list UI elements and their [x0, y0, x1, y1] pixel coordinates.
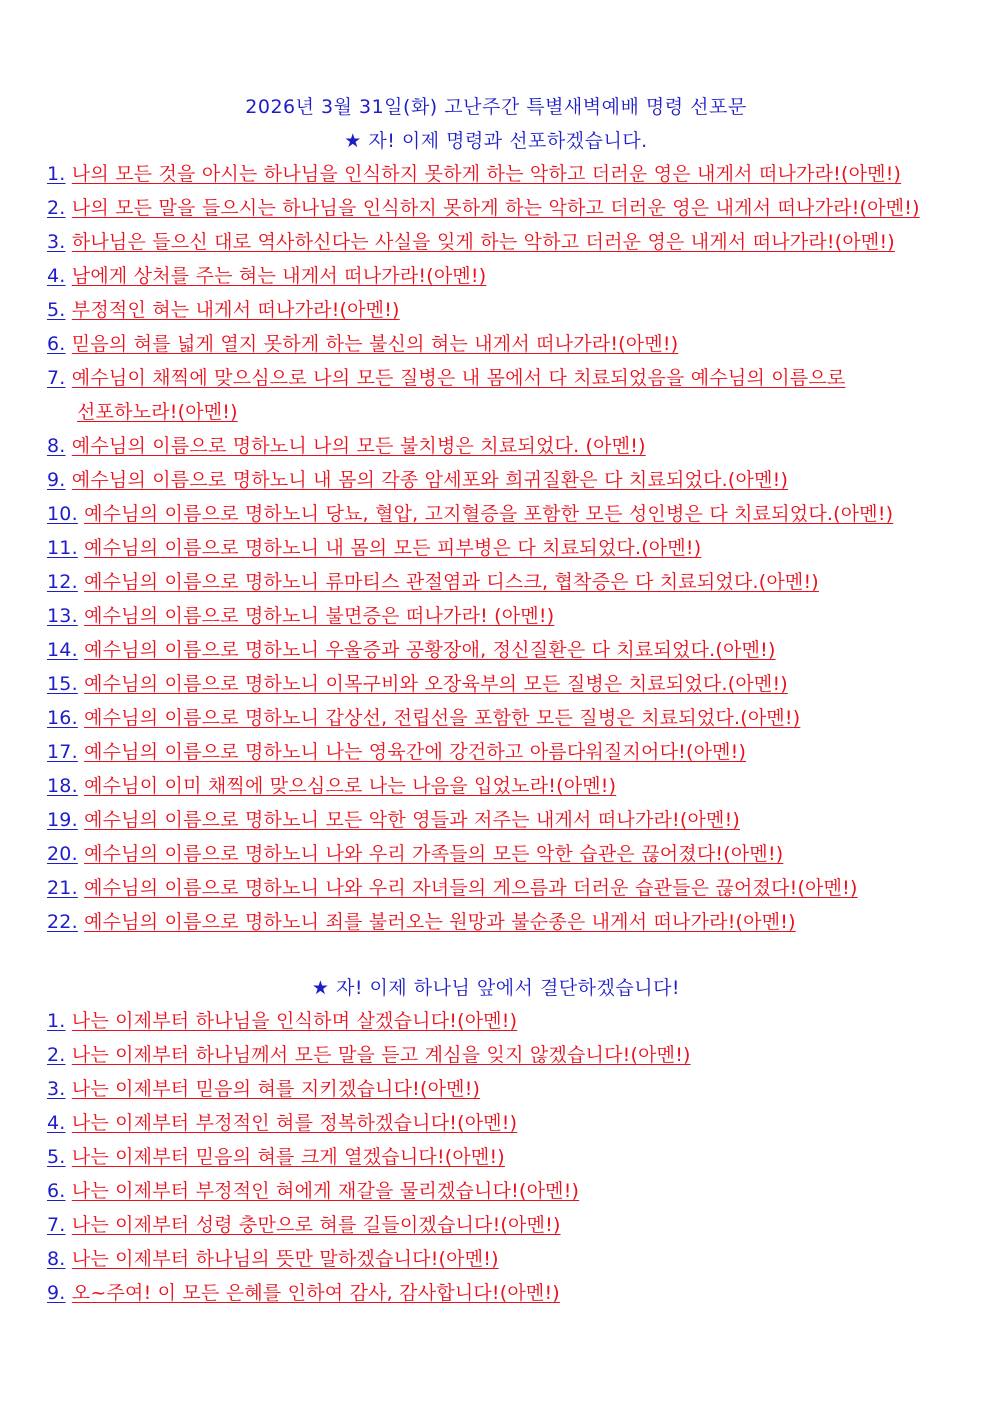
item-text: 예수님의 이름으로 명하노니 나는 영육간에 강건하고 아름다워질지어다!(아멘!) [84, 741, 747, 763]
list-item [47, 837, 952, 871]
item-text: 예수님의 이름으로 명하노니 나의 모든 불치병은 치료되었다. (아멘!) [71, 435, 646, 457]
item-number: 1. [47, 163, 66, 185]
list-item [47, 1004, 952, 1038]
item-number: 16. [47, 707, 78, 729]
item-number: 5. [47, 1146, 66, 1168]
item-number: 5. [47, 299, 66, 321]
item-text: 예수님의 이름으로 명하노니 죄를 불러오는 원망과 불순종은 내게서 떠나가라!(아멘!) [84, 911, 796, 933]
list-item [47, 871, 952, 905]
item-text: 오~주여! 이 모든 은혜를 인하여 감사, 감사합니다!(아멘!) [71, 1282, 560, 1304]
list-item [47, 293, 952, 327]
item-text: 나는 이제부터 부정적인 혀를 정복하겠습니다!(아멘!) [71, 1112, 518, 1134]
list-item [47, 1072, 952, 1106]
item-text: 나는 이제부터 하나님께서 모든 말을 듣고 계심을 잊지 않겠습니다!(아멘!) [71, 1044, 691, 1066]
item-number: 2. [47, 197, 66, 219]
item-text: 예수님의 이름으로 명하노니 류마티스 관절염과 디스크, 협착증은 다 치료되었다.(아멘!) [84, 571, 819, 593]
item-text: 예수님의 이름으로 명하노니 당뇨, 혈압, 고지혈증을 포함한 모든 성인병은 다 치료되었다.(아멘!) [84, 503, 894, 525]
item-number: 12. [47, 571, 78, 593]
item-number: 21. [47, 877, 78, 899]
list-item [47, 531, 952, 565]
page-title: 2026년 3월 31일(화) 고난주간 특별새벽예배 명령 선포문 [245, 96, 747, 118]
list-item [47, 225, 952, 259]
item-number: 1. [47, 1010, 66, 1032]
list-item [47, 1276, 952, 1310]
item-number: 3. [47, 231, 66, 253]
list-item [47, 463, 952, 497]
item-number: 4. [47, 265, 66, 287]
list-item [47, 1140, 952, 1174]
item-text: 예수님이 채찍에 맞으심으로 나의 모든 질병은 내 몸에서 다 치료되었음을 예수님의 이름으로 [71, 367, 846, 389]
item-text: 나는 이제부터 믿음의 혀를 크게 열겠습니다!(아멘!) [71, 1146, 505, 1168]
item-number: 6. [47, 333, 66, 355]
list-item [47, 1106, 952, 1140]
item-number: 15. [47, 673, 78, 695]
list-item [47, 191, 952, 225]
list-item-line [47, 395, 952, 429]
item-text: 나는 이제부터 믿음의 혀를 지키겠습니다!(아멘!) [71, 1078, 481, 1100]
item-number: 11. [47, 537, 78, 559]
item-number: 22. [47, 911, 78, 933]
item-text: 예수님의 이름으로 명하노니 갑상선, 전립선을 포함한 모든 질병은 치료되었다.(아멘!) [84, 707, 801, 729]
item-text: 예수님의 이름으로 명하노니 우울증과 공황장애, 정신질환은 다 치료되었다.(아멘!) [84, 639, 776, 661]
list-item [47, 1242, 952, 1276]
list-item [47, 905, 952, 939]
item-text: 예수님의 이름으로 명하노니 내 몸의 모든 피부병은 다 치료되었다.(아멘!) [84, 537, 702, 559]
item-number: 6. [47, 1180, 66, 1202]
item-text: 예수님의 이름으로 명하노니 나와 우리 자녀들의 게으름과 더러운 습관들은 끊어졌다!(아멘!) [84, 877, 858, 899]
item-text: 예수님의 이름으로 명하노니 내 몸의 각종 암세포와 희귀질환은 다 치료되었다.(아멘!) [71, 469, 789, 491]
item-text-continued: 선포하노라!(아멘!) [77, 401, 238, 423]
item-text: 부정적인 혀는 내게서 떠나가라!(아멘!) [71, 299, 400, 321]
item-text: 믿음의 혀를 넓게 열지 못하게 하는 불신의 혀는 내게서 떠나가라!(아멘!) [71, 333, 679, 355]
list-item [47, 327, 952, 361]
list-item [47, 633, 952, 667]
item-number: 3. [47, 1078, 66, 1100]
list-item [47, 361, 952, 429]
item-number: 4. [47, 1112, 66, 1134]
item-text: 나는 이제부터 성령 충만으로 혀를 길들이겠습니다!(아멘!) [71, 1214, 561, 1236]
list-item [47, 599, 952, 633]
list-item [47, 429, 952, 463]
declaration-list [47, 157, 952, 939]
item-number: 8. [47, 435, 66, 457]
list-item [47, 157, 952, 191]
section2-heading: ★ 자! 이제 하나님 앞에서 결단하겠습니다! [311, 977, 681, 999]
item-number: 17. [47, 741, 78, 763]
list-item [47, 565, 952, 599]
item-number: 18. [47, 775, 78, 797]
list-item [47, 259, 952, 293]
item-number: 19. [47, 809, 78, 831]
list-item [47, 803, 952, 837]
item-text: 나의 모든 것을 아시는 하나님을 인식하지 못하게 하는 악하고 더러운 영은 내게서 떠나가라!(아멘!) [71, 163, 902, 185]
item-text: 예수님의 이름으로 명하노니 나와 우리 가족들의 모든 악한 습관은 끊어졌다!(아멘!) [84, 843, 784, 865]
item-text: 남에게 상처를 주는 혀는 내게서 떠나가라!(아멘!) [71, 265, 487, 287]
item-text: 예수님이 이미 채찍에 맞으심으로 나는 나음을 입었노라!(아멘!) [84, 775, 617, 797]
item-number: 8. [47, 1248, 66, 1270]
item-text: 나의 모든 말을 들으시는 하나님을 인식하지 못하게 하는 악하고 더러운 영은 내게서 떠나가라!(아멘!) [71, 197, 920, 219]
section1-heading: ★ 자! 이제 명령과 선포하겠습니다. [344, 130, 648, 152]
item-number: 2. [47, 1044, 66, 1066]
item-text: 예수님의 이름으로 명하노니 이목구비와 오장육부의 모든 질병은 치료되었다.(아멘!) [84, 673, 788, 695]
list-item [47, 769, 952, 803]
item-number: 9. [47, 1282, 66, 1304]
list-item [47, 1038, 952, 1072]
list-item [47, 497, 952, 531]
list-item [47, 735, 952, 769]
item-number: 7. [47, 1214, 66, 1236]
item-text: 나는 이제부터 하나님의 뜻만 말하겠습니다!(아멘!) [71, 1248, 499, 1270]
item-number: 13. [47, 605, 78, 627]
item-text: 하나님은 들으신 대로 역사하신다는 사실을 잊게 하는 악하고 더러운 영은 내게서 떠나가라!(아멘!) [71, 231, 895, 253]
item-number: 10. [47, 503, 78, 525]
item-text: 나는 이제부터 부정적인 혀에게 재갈을 물리겠습니다!(아멘!) [71, 1180, 580, 1202]
item-text: 나는 이제부터 하나님을 인식하며 살겠습니다!(아멘!) [71, 1010, 518, 1032]
list-item-line [47, 361, 952, 395]
list-item [47, 667, 952, 701]
item-number: 9. [47, 469, 66, 491]
item-number: 20. [47, 843, 78, 865]
item-text: 예수님의 이름으로 명하노니 불면증은 떠나가라! (아멘!) [84, 605, 555, 627]
resolution-list [47, 1004, 952, 1310]
list-item [47, 1208, 952, 1242]
item-text: 예수님의 이름으로 명하노니 모든 악한 영들과 저주는 내게서 떠나가라!(아멘!) [84, 809, 741, 831]
item-number: 7. [47, 367, 66, 389]
item-number: 14. [47, 639, 78, 661]
list-item [47, 1174, 952, 1208]
list-item [47, 701, 952, 735]
